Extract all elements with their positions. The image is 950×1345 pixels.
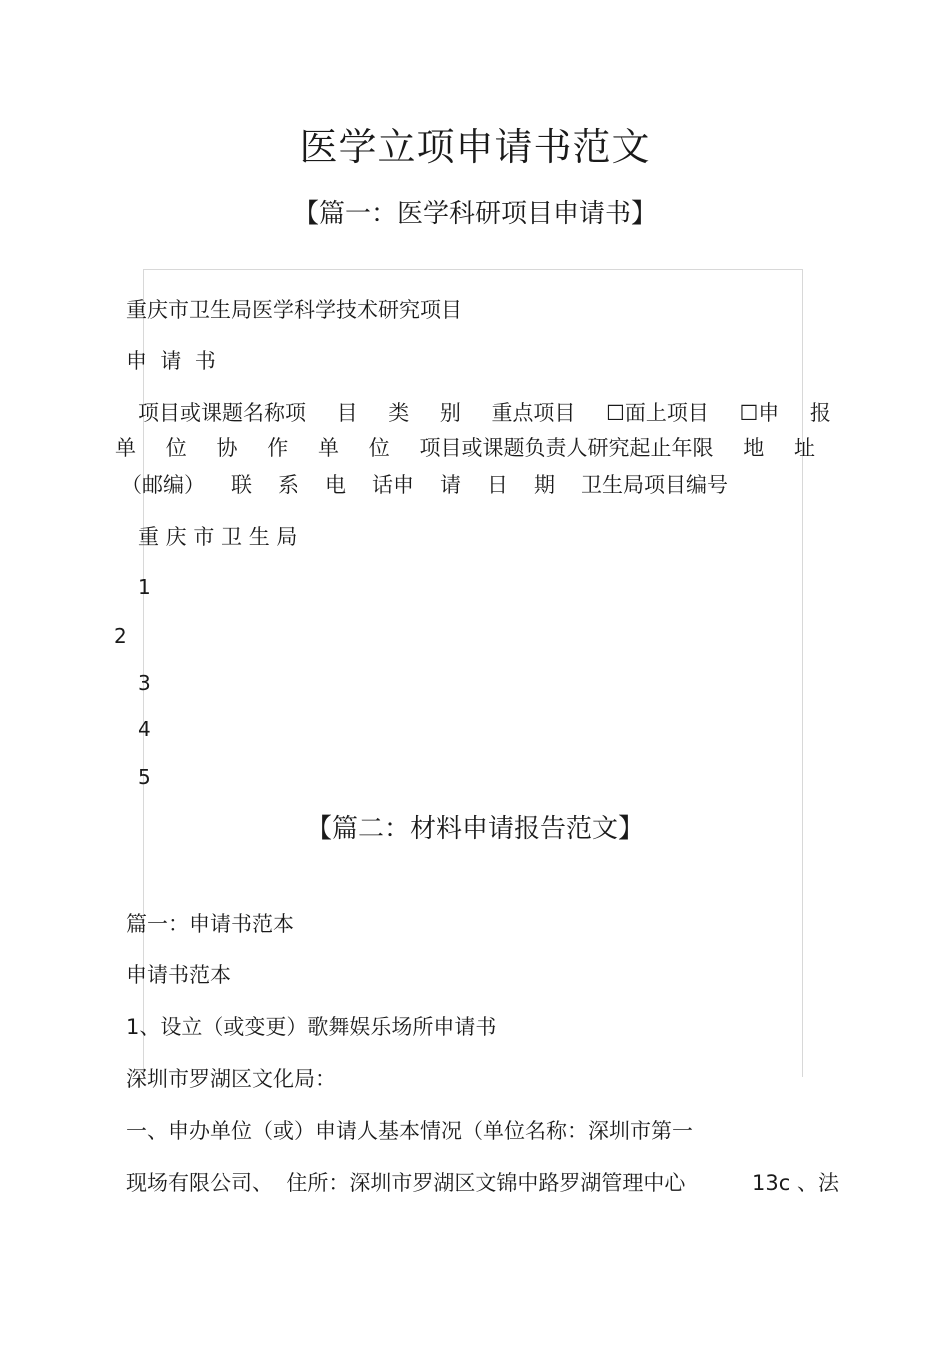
form-row-3-cell: 联 [231, 473, 252, 497]
form-org-line: 重庆市卫生局医学科学技术研究项目 [126, 298, 462, 322]
form-row-2-cell: 址 [794, 436, 815, 460]
form-row-3-cell: 请 [440, 473, 461, 497]
form-row-1-cell: 别 [439, 401, 461, 425]
form-row-1-cell: 重点项目 [491, 401, 576, 425]
form-number: 5 [138, 765, 151, 789]
form-row-3-cell: （邮编） [121, 473, 205, 497]
body-line: 深圳市罗湖区文化局： [126, 1067, 336, 1091]
form-row-3-cell: 日 [487, 473, 508, 497]
form-bureau-line: 重 庆 市 卫 生 局 [138, 525, 298, 549]
section2-heading: 【篇二：材料申请报告范文】 [305, 814, 644, 844]
body-line: 一、申办单位（或）申请人基本情况（单位名称：深圳市第一 [126, 1119, 693, 1143]
body-line: 1、设立（或变更）歌舞娱乐场所申请书 [126, 1015, 497, 1039]
body-line-end: 13c 、法 [752, 1171, 839, 1195]
form-row-2-cell: 项目或课题负责人研究起止年限 [419, 436, 714, 460]
form-row-2-cell: 作 [267, 436, 289, 460]
form-row-2-cell: 单 [318, 436, 339, 460]
form-number: 3 [138, 671, 151, 695]
form-row-1-cell: 项目或课题名称项 [138, 401, 306, 425]
form-row-1-cell: 类 [388, 401, 410, 425]
form-row-1-cell: 目 [336, 401, 358, 425]
body-line: 申请书范本 [126, 963, 231, 987]
form-row-3-cell: 话申 [372, 473, 414, 497]
body-line: 篇一：申请书范本 [126, 912, 294, 936]
form-row-3 [121, 471, 728, 499]
form-row-2-cell: 协 [216, 436, 238, 460]
form-row-2-cell: 位 [165, 436, 187, 460]
form-row-3-cell: 电 [325, 473, 346, 497]
form-row-2-cell: 地 [743, 436, 765, 460]
form-row-2 [115, 434, 815, 462]
body-line: 现场有限公司、 住所：深圳市罗湖区文锦中路罗湖管理中心 [126, 1171, 686, 1195]
form-number: 4 [138, 717, 151, 741]
form-frame [143, 269, 803, 1077]
form-row-3-cell: 期 [534, 473, 555, 497]
form-row-1-cell: ☐申 [739, 401, 780, 425]
form-app-line: 申 请 书 [126, 349, 216, 373]
document-title: 医学立项申请书范文 [299, 125, 651, 169]
form-number: 1 [138, 575, 151, 599]
section1-heading: 【篇一：医学科研项目申请书】 [292, 199, 657, 229]
form-row-3-cell: 系 [278, 473, 299, 497]
form-row-1 [138, 399, 831, 427]
form-number: 2 [114, 624, 127, 648]
form-row-1-cell: ☐面上项目 [606, 401, 709, 425]
form-row-1-cell: 报 [809, 401, 831, 425]
form-row-2-cell: 单 [115, 436, 136, 460]
form-row-2-cell: 位 [368, 436, 390, 460]
form-row-3-cell: 卫生局项目编号 [581, 473, 728, 497]
